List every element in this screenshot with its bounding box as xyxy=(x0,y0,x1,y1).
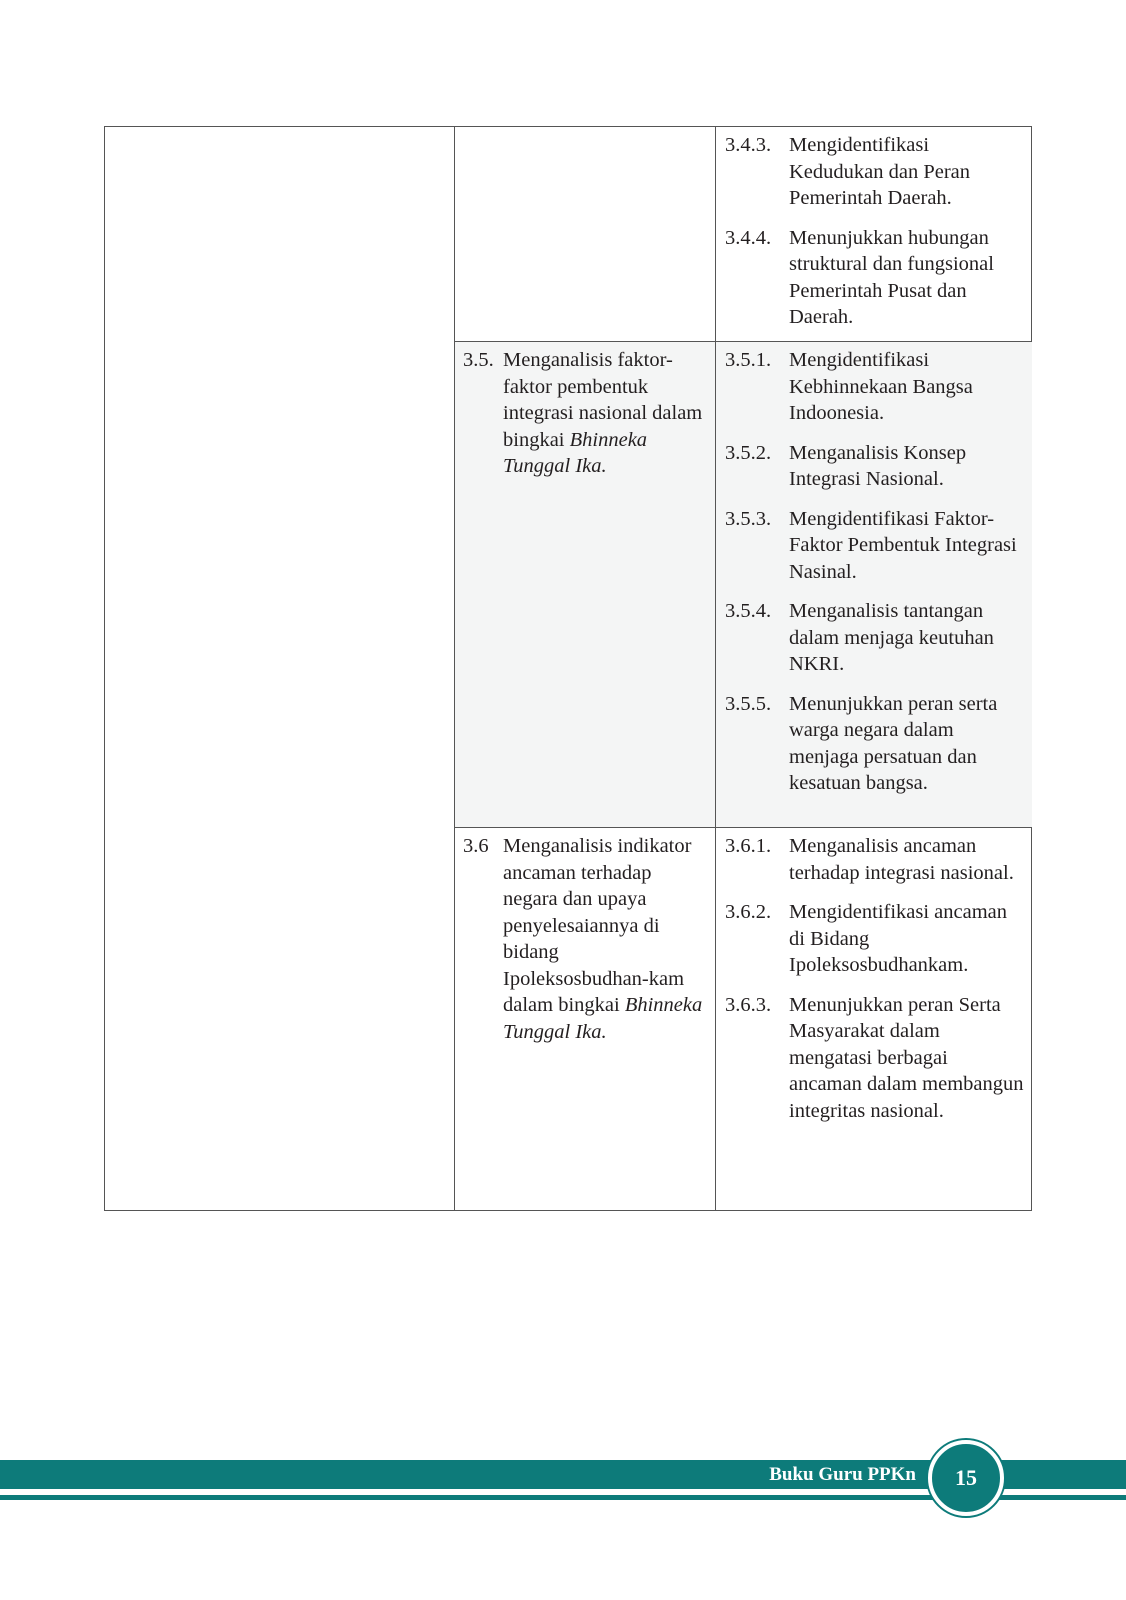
indicator-number: 3.6.3. xyxy=(725,993,772,1016)
row-1-indicators xyxy=(725,132,1025,344)
page-number-badge: 15 xyxy=(928,1440,1004,1516)
kd-text-main: Menganalisis indikator ancaman terhadap negara dan upaya penyelesaiannya di bidang Ipoleksosbudhan-kam dalam bingkai xyxy=(503,835,692,1016)
indicator-item xyxy=(725,992,1025,1125)
kd-text-main: Menganalisis faktor-faktor pembentuk integrasi nasional dalam bingkai xyxy=(503,349,703,451)
column-divider-2 xyxy=(715,127,716,1210)
indicator-number: 3.6.1. xyxy=(725,835,772,857)
indicator-number: 3.5.5. xyxy=(725,692,772,715)
indicator-number: 3.5.3. xyxy=(725,507,772,530)
indicator-text: Menunjukkan hubungan struktural dan fungsional Pemerintah Pusat dan Daerah. xyxy=(789,226,994,328)
indicator-number: 3.4.4. xyxy=(725,226,772,249)
kd-number: 3.6 xyxy=(463,835,489,857)
indicator-text: Menganalisis ancaman terhadap integrasi nasional. xyxy=(789,835,1014,884)
indicator-item xyxy=(725,347,1025,427)
indicator-item xyxy=(725,691,1025,797)
indicator-text: Menunjukkan peran serta warga negara dalam menjaga persatuan dan kesatuan bangsa. xyxy=(789,692,998,794)
indicator-number: 3.5.4. xyxy=(725,600,772,622)
kd-text xyxy=(503,347,708,480)
indicator-text: Mengidentifikasi Kedudukan dan Peran Pemerintah Daerah. xyxy=(789,134,971,209)
indicator-item xyxy=(725,225,1025,331)
indicator-number: 3.5.1. xyxy=(725,349,772,371)
row-3-kd xyxy=(463,833,708,1045)
indicator-text: Menganalisis Konsep Integrasi Nasional. xyxy=(789,441,967,490)
indicator-text: Mengidentifikasi ancaman di Bidang Ipoleksosbudhankam. xyxy=(789,901,1008,976)
indicator-text: Menunjukkan peran Serta Masyarakat dalam mengatasi berbagai ancaman dalam membangun integritas nasional. xyxy=(789,993,1024,1122)
row-divider-2 xyxy=(455,827,1032,828)
indicator-text: Mengidentifikasi Faktor-Faktor Pembentuk Integrasi Nasinal. xyxy=(789,507,1017,583)
footer-book-title: Buku Guru PPKn xyxy=(769,1464,916,1485)
competency-table xyxy=(104,126,1032,1211)
indicator-number: 3.6.2. xyxy=(725,901,772,923)
row-2-indicators xyxy=(725,347,1025,810)
row-2-kd xyxy=(463,347,708,480)
indicator-item xyxy=(725,440,1025,493)
kd-text xyxy=(503,833,708,1045)
indicator-number: 3.5.2. xyxy=(725,441,772,464)
indicator-item xyxy=(725,506,1025,586)
kd-number: 3.5. xyxy=(463,349,494,371)
indicator-text: Menganalisis tantangan dalam menjaga keutuhan NKRI. xyxy=(789,600,994,675)
kd-text-italic: Bhinneka Tunggal Ika. xyxy=(503,428,648,477)
indicator-number: 3.4.3. xyxy=(725,134,772,156)
indicator-item xyxy=(725,598,1025,678)
indicator-item xyxy=(725,899,1025,979)
column-divider-1 xyxy=(454,127,455,1210)
indicator-item xyxy=(725,833,1025,886)
row-3-indicators xyxy=(725,833,1025,1137)
indicator-item xyxy=(725,132,1025,212)
indicator-text: Mengidentifikasi Kebhinnekaan Bangsa Indoonesia. xyxy=(789,349,973,424)
kd-text-italic: Bhinneka Tunggal Ika. xyxy=(503,994,703,1043)
